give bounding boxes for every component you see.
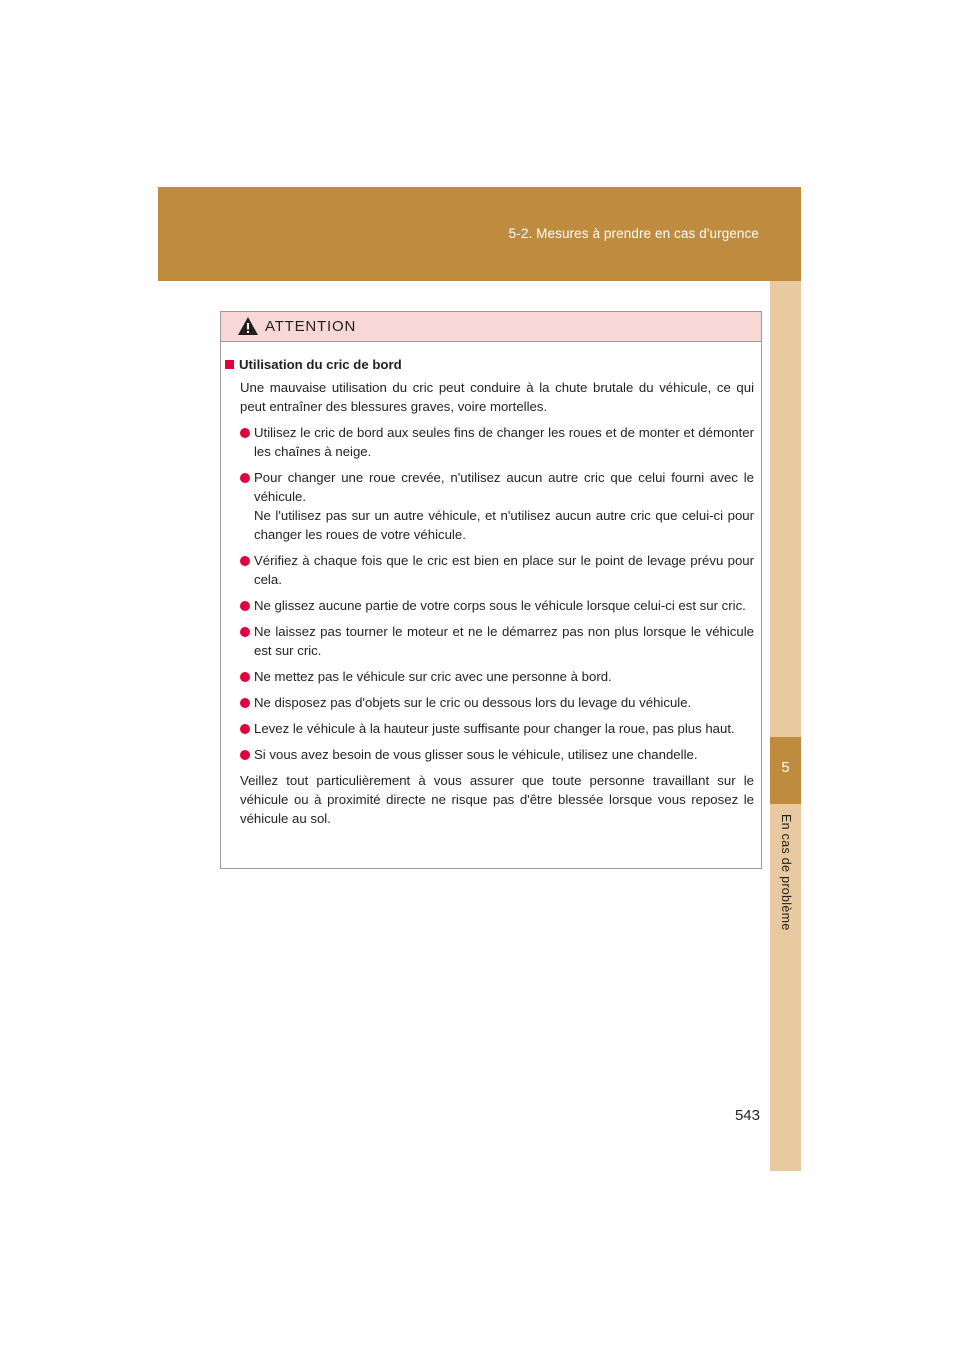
red-bullet-icon — [240, 473, 250, 483]
warning-triangle-icon — [237, 316, 259, 336]
warning-box — [220, 311, 762, 869]
list-item — [254, 693, 754, 712]
list-item-text-continued: Ne l'utilisez pas sur un autre véhicule, et n'utilisez aucun autre cric que celui-ci pour changer les roues de votre véhicule. — [254, 508, 754, 542]
list-item-text: Ne glissez aucune partie de votre corps sous le véhicule lorsque celui-ci est sur cric. — [254, 598, 746, 613]
warning-intro: Une mauvaise utilisation du cric peut conduire à la chute brutale du véhicule, ce qui peut entraîner des blessures graves, voire mortelles. — [240, 380, 754, 414]
red-bullet-icon — [240, 724, 250, 734]
warning-section-title: Utilisation du cric de bord — [239, 357, 402, 372]
chapter-number: 5 — [781, 759, 790, 776]
list-item — [254, 719, 754, 738]
list-item-text: Levez le véhicule à la hauteur juste suffisante pour changer la roue, pas plus haut. — [254, 721, 735, 736]
list-item-text: Ne laissez pas tourner le moteur et ne le démarrez pas non plus lorsque le véhicule est sur cric. — [254, 624, 754, 658]
chapter-side-tab — [770, 281, 801, 1171]
warning-closing: Veillez tout particulièrement à vous assurer que toute personne travaillant sur le véhicule ou à proximité directe ne risque pas d'être blessée lorsque vous reposez le véhicule au sol. — [240, 773, 754, 826]
list-item-text: Vérifiez à chaque fois que le cric est bien en place sur le point de levage prévu pour cela. — [254, 553, 754, 587]
red-bullet-icon — [240, 556, 250, 566]
red-bullet-icon — [240, 428, 250, 438]
warning-section-heading — [225, 355, 754, 374]
red-square-icon — [225, 360, 234, 369]
list-item — [254, 745, 754, 764]
list-item — [254, 423, 754, 461]
red-bullet-icon — [240, 698, 250, 708]
chapter-tab-active — [770, 737, 801, 804]
list-item-text: Utilisez le cric de bord aux seules fins de changer les roues et de monter et démonter les chaînes à neige. — [254, 425, 754, 459]
section-header-band — [158, 187, 801, 281]
list-item-text: Pour changer une roue crevée, n'utilisez aucun autre cric que celui fourni avec le véhicule. — [254, 470, 754, 504]
red-bullet-icon — [240, 672, 250, 682]
page-number: 543 — [734, 1107, 760, 1124]
chapter-label: En cas de problème — [779, 814, 793, 931]
list-item-text: Ne mettez pas le véhicule sur cric avec une personne à bord. — [254, 669, 612, 684]
list-item-text: Ne disposez pas d'objets sur le cric ou dessous lors du levage du véhicule. — [254, 695, 692, 710]
list-item — [254, 622, 754, 660]
warning-body — [221, 342, 761, 828]
list-item — [254, 468, 754, 544]
red-bullet-icon — [240, 750, 250, 760]
list-item — [254, 596, 754, 615]
warning-header — [221, 312, 761, 342]
red-bullet-icon — [240, 601, 250, 611]
list-item — [254, 551, 754, 589]
warning-title: ATTENTION — [265, 318, 357, 335]
list-item — [254, 667, 754, 686]
red-bullet-icon — [240, 627, 250, 637]
list-item-text: Si vous avez besoin de vous glisser sous le véhicule, utilisez une chandelle. — [254, 747, 698, 762]
section-title: 5-2. Mesures à prendre en cas d'urgence — [508, 226, 759, 241]
